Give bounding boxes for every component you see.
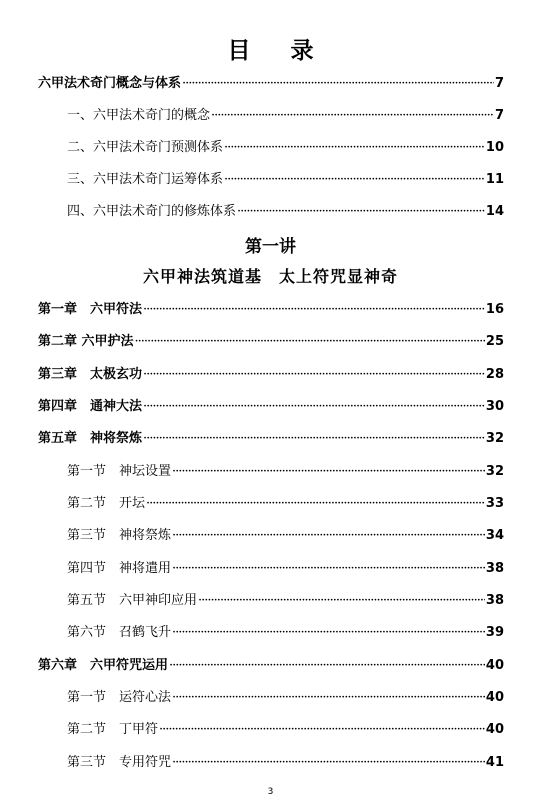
- toc-page: 40: [485, 690, 504, 705]
- toc-entry-chapter-2[interactable]: [38, 331, 504, 351]
- toc-page: 40: [485, 722, 504, 737]
- toc-entry-intro[interactable]: [38, 73, 504, 93]
- toc-entry-ch6-section-2[interactable]: [67, 719, 504, 739]
- toc-page: 34: [485, 528, 504, 543]
- toc-page: 14: [485, 204, 504, 219]
- toc-entry-intro-2[interactable]: [67, 137, 504, 157]
- toc-leader-dots: [211, 107, 494, 125]
- toc-label: 第三节 专用符咒: [67, 755, 172, 770]
- toc-leader-dots: [143, 301, 485, 319]
- toc-leader-dots: [172, 754, 485, 772]
- toc-page: 10: [485, 140, 504, 155]
- toc-page: 33: [485, 496, 504, 511]
- toc-page: 39: [485, 625, 504, 640]
- toc-leader-dots: [182, 75, 494, 93]
- toc-label: 三、六甲法术奇门运筹体系: [67, 172, 224, 187]
- lecture-title: 六甲神法筑道基 太上符咒显神奇: [142, 267, 398, 286]
- toc-entry-chapter-6[interactable]: [38, 655, 504, 675]
- toc-entry-intro-1[interactable]: [67, 105, 504, 125]
- toc-leader-dots: [172, 463, 485, 481]
- toc-page: 7: [494, 76, 504, 91]
- toc-page: 38: [485, 593, 504, 608]
- toc-page: 40: [485, 658, 504, 673]
- lecture-number: 第一讲: [245, 237, 296, 257]
- toc-label: 第六节 召鹤飞升: [67, 625, 172, 640]
- toc-label: 第一章 六甲符法: [38, 302, 143, 317]
- toc-leader-dots: [172, 527, 485, 545]
- toc-leader-dots: [172, 689, 485, 707]
- toc-page: 25: [485, 334, 504, 349]
- toc-label: 第四节 神将遣用: [67, 561, 172, 576]
- toc-page: 30: [485, 399, 504, 414]
- toc-page: 28: [485, 367, 504, 382]
- toc-entry-intro-3[interactable]: [67, 169, 504, 189]
- toc-entry-chapter-4[interactable]: [38, 396, 504, 416]
- toc-entry-intro-4[interactable]: [67, 201, 504, 221]
- toc-entry-chapter-5[interactable]: [38, 428, 504, 448]
- toc-leader-dots: [143, 430, 485, 448]
- toc-page: 38: [485, 561, 504, 576]
- page-number: 3: [267, 787, 274, 797]
- toc-page: 32: [485, 431, 504, 446]
- toc-entry-ch6-section-1[interactable]: [67, 687, 504, 707]
- toc-label: 第三章 太极玄功: [38, 367, 143, 382]
- toc-entry-ch5-section-4[interactable]: [67, 558, 504, 578]
- toc-label: 第二节 丁甲符: [67, 722, 159, 737]
- toc-label: 第五章 神将祭炼: [38, 431, 143, 446]
- toc-page: 41: [485, 755, 504, 770]
- toc-entry-ch5-section-6[interactable]: [67, 622, 504, 642]
- toc-leader-dots: [169, 657, 485, 675]
- toc-entry-chapter-1[interactable]: [38, 299, 504, 319]
- toc-entry-ch5-section-1[interactable]: [67, 461, 504, 481]
- toc-entry-ch5-section-2[interactable]: [67, 493, 504, 513]
- toc-label: 六甲法术奇门概念与体系: [38, 76, 182, 91]
- toc-page: 11: [485, 172, 504, 187]
- toc-leader-dots: [143, 398, 485, 416]
- toc-leader-dots: [237, 203, 485, 221]
- toc-label: 一、六甲法术奇门的概念: [67, 108, 211, 123]
- toc-label: 第二章 六甲护法: [38, 334, 134, 349]
- toc-label: 第六章 六甲符咒运用: [38, 658, 169, 673]
- toc-page: 32: [485, 464, 504, 479]
- toc-leader-dots: [198, 592, 485, 610]
- toc-label: 第四章 通神大法: [38, 399, 143, 414]
- toc-leader-dots: [159, 721, 485, 739]
- toc-entry-chapter-3[interactable]: [38, 364, 504, 384]
- toc-label: 第五节 六甲神印应用: [67, 593, 198, 608]
- toc-leader-dots: [224, 171, 485, 189]
- toc-entry-ch5-section-3[interactable]: [67, 525, 504, 545]
- toc-label: 二、六甲法术奇门预测体系: [67, 140, 224, 155]
- toc-leader-dots: [143, 366, 485, 384]
- toc-leader-dots: [135, 333, 485, 351]
- toc-label: 四、六甲法术奇门的修炼体系: [67, 204, 237, 219]
- toc-label: 第三节 神将祭炼: [67, 528, 172, 543]
- toc-page: 7: [494, 108, 504, 123]
- toc-leader-dots: [172, 560, 485, 578]
- toc-leader-dots: [146, 495, 485, 513]
- toc-entry-ch6-section-3[interactable]: [67, 752, 504, 772]
- toc-entry-ch5-section-5[interactable]: [67, 590, 504, 610]
- toc-leader-dots: [224, 139, 485, 157]
- toc-label: 第一节 运符心法: [67, 690, 172, 705]
- toc-label: 第一节 神坛设置: [67, 464, 172, 479]
- page-title: 目 录: [227, 37, 330, 64]
- toc-label: 第二节 开坛: [67, 496, 146, 511]
- toc-leader-dots: [172, 624, 485, 642]
- toc-page: 16: [485, 302, 504, 317]
